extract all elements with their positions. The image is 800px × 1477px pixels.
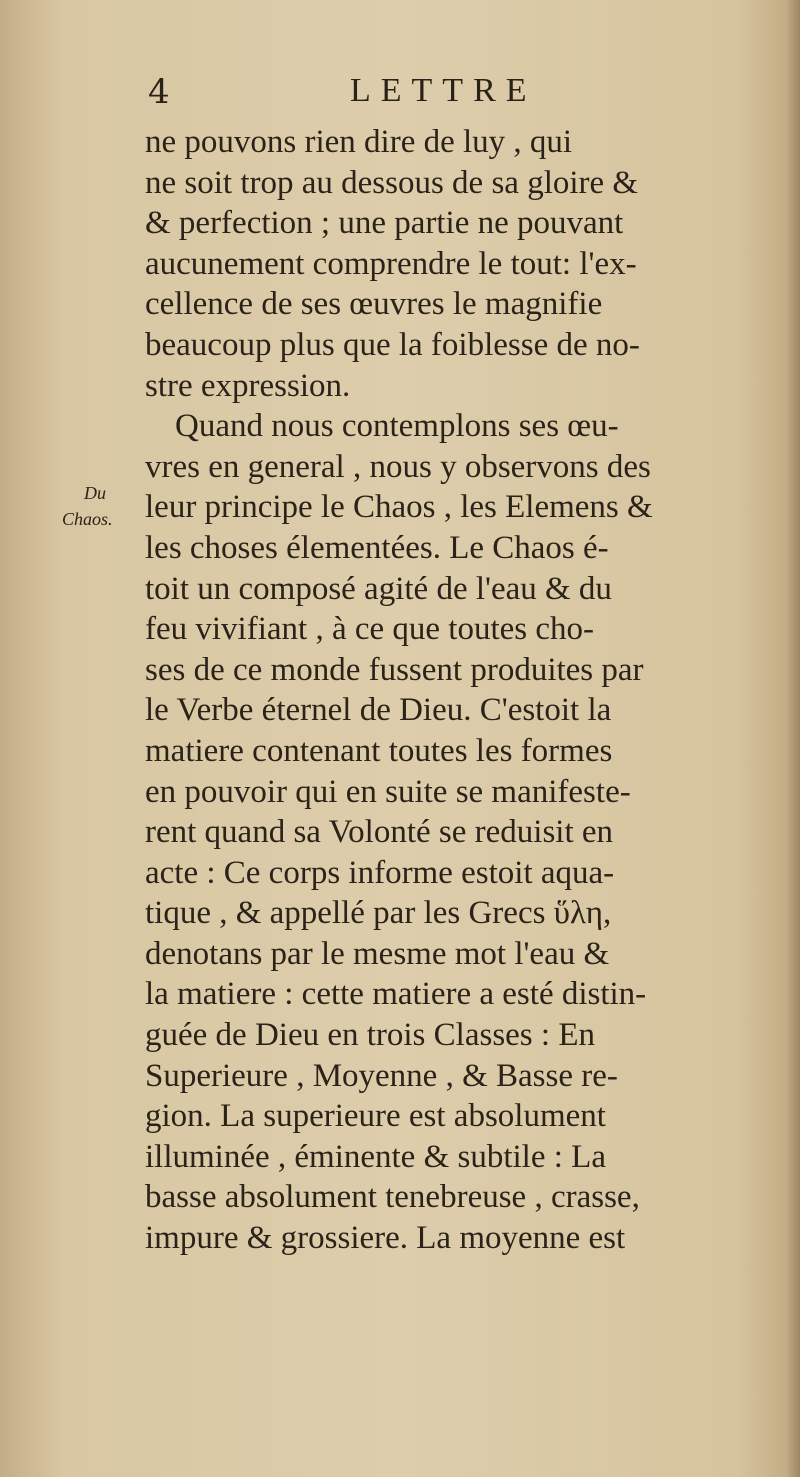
text-line: en pouvoir qui en suite se manifeste-: [145, 773, 631, 810]
text-line: stre expression.: [145, 367, 351, 404]
text-line: beaucoup plus que la foiblesse de no-: [145, 326, 640, 363]
text-line: ne pouvons rien dire de luy , qui: [145, 124, 573, 160]
page-header: [140, 72, 760, 120]
text-line: tique , & appellé par les Grecs ὕλη,: [145, 895, 612, 932]
text-line: & perfection ; une partie ne pouvant: [145, 205, 624, 242]
margin-note-line: Chaos.: [62, 509, 113, 529]
text-line: ses de ce monde fussent produites par: [145, 651, 644, 688]
running-head: LETTRE: [350, 72, 537, 109]
text-line: cellence de ses œuvres le magnifie: [145, 286, 603, 323]
text-line: leur principe le Chaos , les Elemens &: [145, 489, 653, 526]
text-line: acte : Ce corps informe estoit aqua-: [145, 854, 615, 891]
text-line: les choses élementées. Le Chaos é-: [145, 529, 609, 566]
margin-note: [62, 480, 142, 532]
text-line: ne soit trop au dessous de sa gloire &: [145, 164, 639, 201]
text-line: toit un composé agité de l'eau & du: [145, 570, 612, 607]
text-line: matiere contenant toutes les formes: [145, 732, 613, 769]
text-line: gion. La superieure est absolument: [145, 1098, 606, 1135]
margin-note-line: Du: [84, 483, 106, 503]
text-line: vres en general , nous y observons des: [145, 448, 651, 485]
text-line: rent quand sa Volonté se reduisit en: [145, 814, 614, 851]
text-line: denotans par le mesme mot l'eau &: [145, 935, 610, 972]
text-line: la matiere : cette matiere a esté distin-: [145, 976, 647, 1013]
text-line: Quand nous contemplons ses œu-: [175, 408, 619, 445]
text-line: illuminée , éminente & subtile : La: [145, 1138, 606, 1175]
page-number: 4: [148, 72, 170, 112]
body-text: [145, 122, 765, 1259]
text-line: guée de Dieu en trois Classes : En: [145, 1017, 595, 1054]
text-line: feu vivifiant , à ce que toutes cho-: [145, 611, 594, 648]
text-line: aucunement comprendre le tout: l'ex-: [145, 245, 637, 282]
text-line: le Verbe éternel de Dieu. C'estoit la: [145, 692, 612, 729]
text-line: Superieure , Moyenne , & Basse re-: [145, 1057, 618, 1094]
text-line: basse absolument tenebreuse , crasse,: [145, 1179, 640, 1216]
text-line: impure & grossiere. La moyenne est: [145, 1220, 626, 1257]
